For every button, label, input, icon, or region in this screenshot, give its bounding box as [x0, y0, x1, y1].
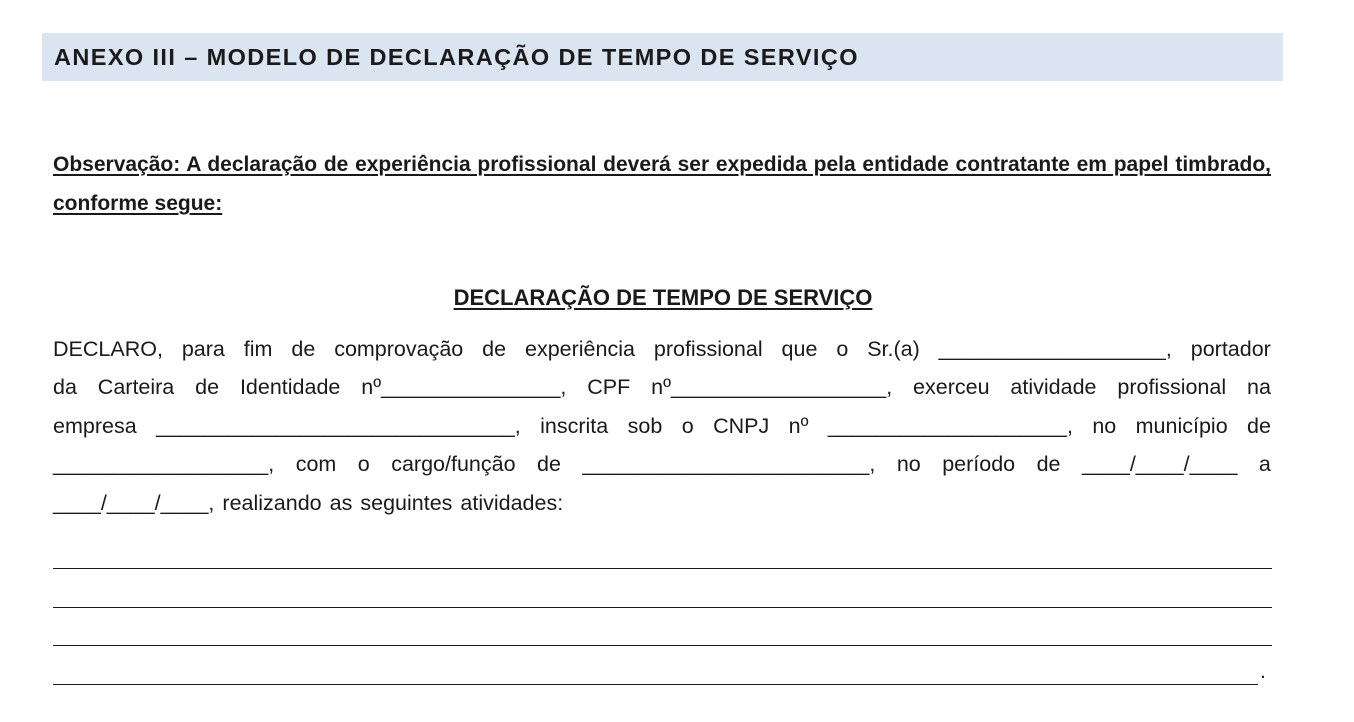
declaration-word: ____/____/____ — [1081, 452, 1238, 476]
header-band — [42, 33, 1283, 81]
declaration-word: portador — [1190, 337, 1271, 361]
declaration-word: da — [53, 375, 77, 399]
declaration-word: cargo/função — [391, 452, 516, 476]
declaration-word: empresa — [53, 414, 137, 438]
declaration-word: experiência — [525, 337, 635, 361]
declaration-word: profissional — [1117, 375, 1227, 399]
declaration-word: exerceu — [913, 375, 990, 399]
declaration-word: seguintes — [360, 491, 453, 515]
declaration-word: de — [537, 452, 561, 476]
declaration-word: atividade — [1010, 375, 1097, 399]
declaration-word: a — [1258, 452, 1271, 476]
annex-title: ANEXO III – MODELO DE DECLARAÇÃO DE TEMPO DE SERVIÇO — [54, 44, 859, 70]
declaration-word: ______________________________, — [156, 414, 521, 438]
declaration-line-5 — [53, 491, 1271, 521]
declaration-word: sob — [627, 414, 663, 438]
declaration-word: ____________________, — [827, 414, 1073, 438]
declaration-word: município — [1135, 414, 1228, 438]
declaration-word: de — [1036, 452, 1061, 476]
activities-blank-line-2[interactable] — [53, 607, 1272, 608]
declaration-line-4 — [53, 452, 1271, 482]
declaration-word: de — [195, 375, 220, 399]
declaration-word: __________________, — [53, 452, 275, 476]
declaration-word: ___________________, — [938, 337, 1172, 361]
declaration-word: nº_______________, — [361, 375, 567, 399]
declaration-word: Identidade — [239, 375, 341, 399]
declaration-word: CNPJ — [713, 414, 770, 438]
activities-blank-line-3[interactable] — [53, 645, 1272, 646]
declaration-word: com — [295, 452, 337, 476]
declaration-word: nº — [788, 414, 809, 438]
activities-blank-line-4[interactable] — [53, 684, 1258, 685]
declaration-word: DECLARO, — [53, 337, 163, 361]
declaration-word: nº__________________, — [651, 375, 893, 399]
observation-note: Observação: A declaração de experiência profissional deverá ser expedida pela entidade contratante em papel timbrado, conforme segue: — [53, 153, 1271, 215]
declaration-word: ________________________, — [582, 452, 876, 476]
declaration-word: de — [482, 337, 507, 361]
declaration-line-1 — [53, 337, 1271, 367]
declaration-word: o — [836, 337, 849, 361]
declaration-word: de — [291, 337, 316, 361]
declaration-word: Sr.(a) — [867, 337, 920, 361]
declaration-word: as — [329, 491, 353, 515]
activities-blank-line-1[interactable] — [53, 568, 1272, 569]
declaration-word: período — [942, 452, 1016, 476]
declaration-word: no — [1092, 414, 1117, 438]
declaration-word: na — [1247, 375, 1271, 399]
end-period: . — [1260, 660, 1266, 683]
declaration-line-2 — [53, 375, 1271, 405]
declaration-word: que — [781, 337, 818, 361]
declaration-word: comprovação — [334, 337, 464, 361]
declaration-word: inscrita — [540, 414, 609, 438]
declaration-word: Carteira — [97, 375, 175, 399]
declaration-word: fim — [243, 337, 273, 361]
declaration-word: no — [896, 452, 921, 476]
declaration-word: atividades: — [460, 491, 564, 515]
declaration-word: realizando — [222, 491, 322, 515]
declaration-line-3 — [53, 414, 1271, 444]
declaration-word: profissional — [653, 337, 763, 361]
declaration-word: de — [1247, 414, 1271, 438]
declaration-word: o — [681, 414, 694, 438]
declaration-title: DECLARAÇÃO DE TEMPO DE SERVIÇO — [453, 285, 873, 310]
declaration-word: o — [357, 452, 370, 476]
declaration-word: ____/____/____, — [53, 491, 215, 515]
declaration-word: CPF — [587, 375, 631, 399]
declaration-word: para — [181, 337, 225, 361]
